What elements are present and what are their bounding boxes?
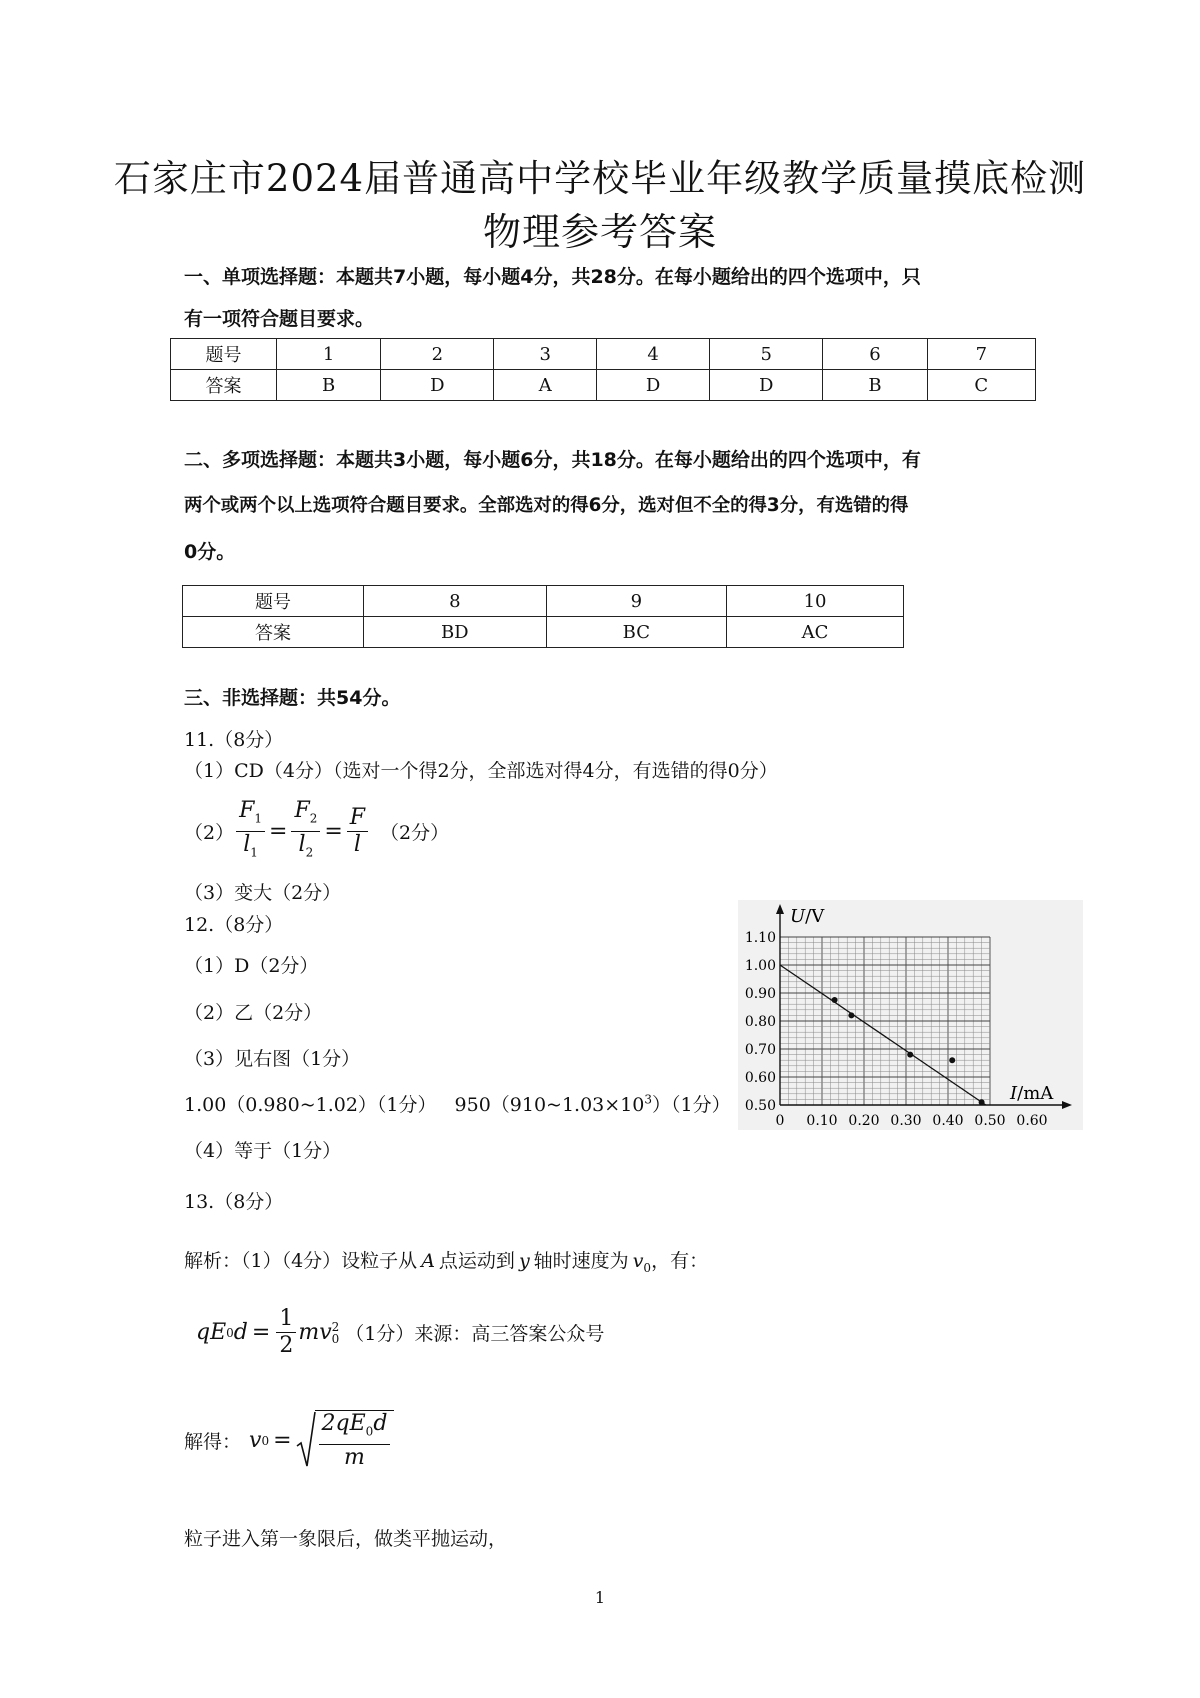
q13-last-line: 粒子进入第一象限后，做类平抛运动， (184, 1528, 508, 1550)
y-tick-label: 0.50 (744, 1098, 776, 1114)
x-tick-label: 0.40 (932, 1113, 964, 1129)
q12-part3-values (184, 1090, 731, 1117)
answer-cell: AC (727, 617, 904, 648)
fraction-one-half (276, 1306, 296, 1359)
equals-sign: = (324, 819, 343, 845)
q12-label: 12.（8分） (184, 914, 284, 936)
denominator: m (344, 1445, 365, 1471)
equals-sign: = (251, 1320, 271, 1345)
section2-heading-line2: 两个或两个以上选项符合题目要求。全部选对的得6分，选对但不全的得3分，有选错的得 (184, 495, 909, 516)
symbol-l: l (353, 832, 361, 858)
equals-sign: = (273, 1428, 292, 1454)
section1-heading-line1: 一、单项选择题：本题共7小题，每小题4分，共28分。在每小题给出的四个选项中，只 (184, 266, 921, 288)
row-label-answer: 答案 (171, 370, 277, 401)
superscript: 2 (331, 1319, 340, 1334)
symbol-f: F (294, 798, 310, 823)
question-number: 3 (494, 339, 597, 370)
answer-cell: BD (364, 617, 547, 648)
q13-intro-text: ，有： (651, 1250, 709, 1272)
y-tick-label: 0.80 (744, 1014, 776, 1030)
answer-cell: C (927, 370, 1035, 401)
q12-resistance-value: 950（910~1.03×10 (454, 1094, 645, 1116)
subscript: 0 (261, 1433, 270, 1448)
x-axis-label: I/mA (1010, 1083, 1054, 1104)
question-number: 2 (381, 339, 494, 370)
q12-part4: （4）等于（1分） (184, 1140, 342, 1162)
q11-label: 11.（8分） (184, 729, 284, 751)
x-tick-label: 0.20 (848, 1113, 880, 1129)
symbol-y-axis: y (518, 1250, 530, 1272)
q11-part2-prefix: （2） (184, 822, 235, 845)
equals-sign: = (269, 819, 288, 845)
question-number: 5 (710, 339, 823, 370)
x-tick-label: 0.30 (890, 1113, 922, 1129)
q11-part2 (184, 798, 449, 866)
subscript: 2 (305, 845, 314, 860)
subscript: 0 (643, 1260, 652, 1275)
question-number: 4 (597, 339, 710, 370)
table-row-question-numbers (171, 339, 1036, 370)
superscript: 3 (644, 1092, 653, 1107)
symbol-f: F (347, 805, 368, 832)
symbol-l: l (243, 832, 251, 858)
table-row-answers (171, 370, 1036, 401)
eq-lhs: qE (196, 1320, 227, 1345)
q13-solution (184, 1410, 396, 1471)
document-title: 石家庄市2024届普通高中学校毕业年级教学质量摸底检测 (113, 157, 1087, 200)
data-point (949, 1057, 955, 1063)
q12-resistance-value-end: ）（1分） (652, 1094, 731, 1116)
q13-intro-text: 轴时速度为 (533, 1250, 629, 1272)
answer-cell: B (277, 370, 381, 401)
answer-cell: B (823, 370, 927, 401)
fraction-f2-over-l2 (291, 798, 320, 866)
subscript: 1 (250, 845, 258, 860)
y-tick-label: 1.00 (744, 958, 776, 974)
q13-intro (184, 1246, 708, 1275)
q11-part2-score: （2分） (380, 822, 450, 845)
y-tick-label: 1.10 (744, 930, 776, 946)
denominator: 2 (279, 1333, 294, 1358)
row-label-question: 题号 (183, 586, 364, 617)
x-tick-label: 0.60 (1016, 1113, 1048, 1129)
y-axis-label: U/V (790, 906, 825, 927)
q12-emf-value: 1.00（0.980~1.02）（1分） (184, 1094, 437, 1116)
answer-cell: BC (546, 617, 726, 648)
y-tick-label: 0.60 (744, 1070, 776, 1086)
subscript: 2 (309, 811, 318, 826)
q11-part3: （3）变大（2分） (184, 882, 342, 904)
x-tick-label: 0 (775, 1113, 785, 1129)
section1-heading-line2: 有一项符合题目要求。 (184, 308, 375, 330)
question-number: 9 (546, 586, 726, 617)
sqrt-fraction (315, 1410, 395, 1471)
numerator: 2qE (321, 1411, 366, 1436)
data-point (979, 1099, 985, 1105)
section1-answer-table (170, 338, 1036, 401)
q13-intro-text: 解析：（1）（4分）设粒子从 (184, 1250, 418, 1272)
subscript: 0 (331, 1331, 340, 1346)
solution-label: 解得： (184, 1431, 242, 1454)
table-row-answers (183, 617, 904, 648)
data-point (848, 1012, 854, 1018)
row-label-question: 题号 (171, 339, 277, 370)
subscript: 0 (365, 1424, 374, 1439)
subscript: 1 (254, 811, 262, 826)
y-tick-label: 0.70 (744, 1042, 776, 1058)
question-number: 10 (727, 586, 904, 617)
document-subtitle: 物理参考答案 (482, 210, 717, 254)
eq-lhs-end: d (233, 1320, 248, 1345)
sqrt-sign-icon (296, 1410, 316, 1470)
u-i-graph (738, 900, 1083, 1130)
q12-part2: （2）乙（2分） (184, 1002, 323, 1024)
data-point (832, 997, 838, 1003)
question-number: 6 (823, 339, 927, 370)
q13-label: 13.（8分） (184, 1191, 284, 1213)
numerator: 1 (276, 1306, 296, 1333)
q13-intro-text: 点运动到 (438, 1250, 515, 1272)
q11-part1: （1）CD（4分）（选对一个得2分，全部选对得4分，有选错的得0分） (184, 760, 778, 782)
answer-cell: D (710, 370, 823, 401)
question-number: 1 (277, 339, 381, 370)
fraction-f-over-l (347, 805, 368, 858)
answer-cell: D (381, 370, 494, 401)
question-number: 8 (364, 586, 547, 617)
table-row-question-numbers (183, 586, 904, 617)
subscript: 0 (226, 1325, 234, 1340)
q12-part1: （1）D（2分） (184, 955, 319, 977)
symbol-v: v (249, 1428, 262, 1454)
fraction-f1-over-l1 (236, 798, 265, 866)
question-number: 7 (927, 339, 1035, 370)
q13-equation-1 (196, 1306, 604, 1359)
x-tick-label: 0.50 (974, 1113, 1006, 1129)
sqrt-expression (296, 1410, 397, 1471)
answer-cell: A (494, 370, 597, 401)
section2-answer-table (182, 585, 904, 648)
q13-eq1-note: （1分）来源：高三答案公众号 (345, 1323, 605, 1345)
section3-heading: 三、非选择题：共54分。 (184, 687, 401, 709)
answer-cell: D (597, 370, 710, 401)
eq-mv: mv (298, 1320, 332, 1345)
row-label-answer: 答案 (183, 617, 364, 648)
section2-heading-line3: 0分。 (184, 541, 236, 563)
symbol-v: v (632, 1250, 644, 1272)
q12-part3: （3）见右图（1分） (184, 1048, 361, 1070)
section2-heading-line1: 二、多项选择题：本题共3小题，每小题6分，共18分。在每小题给出的四个选项中，有 (184, 449, 921, 471)
symbol-f: F (239, 798, 255, 823)
data-point (907, 1052, 913, 1058)
symbol-point-a: A (421, 1250, 435, 1272)
y-tick-label: 0.90 (744, 986, 776, 1002)
numerator-end: d (373, 1411, 388, 1436)
page-number: 1 (594, 1588, 606, 1607)
x-tick-label: 0.10 (806, 1113, 838, 1129)
symbol-l: l (298, 832, 306, 858)
